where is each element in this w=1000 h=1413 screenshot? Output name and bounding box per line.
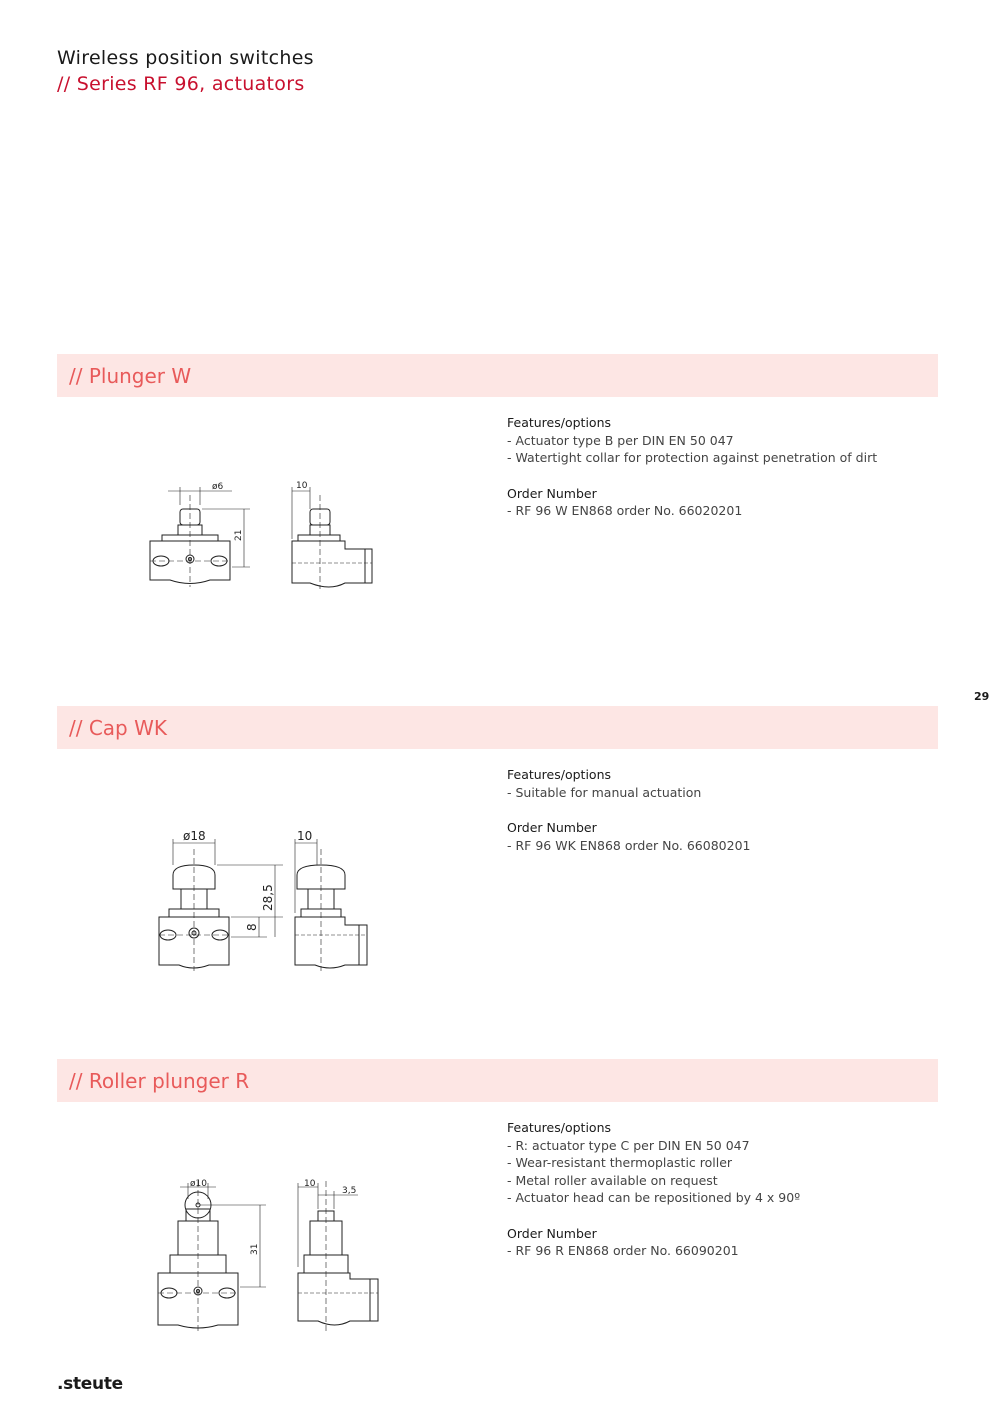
- feature-item: - R: actuator type C per DIN EN 50 047: [507, 1137, 750, 1153]
- brand-logo: .steute: [57, 1374, 123, 1394]
- section-info-cap-wk: [507, 766, 927, 854]
- page-subtitle: // Series RF 96, actuators: [57, 73, 305, 95]
- section-title: // Cap WK: [69, 716, 167, 740]
- order-list: [507, 1242, 927, 1260]
- section-band-roller-plunger-r: [57, 1059, 938, 1102]
- front-view: [158, 1181, 266, 1331]
- dim-height: 31: [250, 1243, 260, 1255]
- features-list: [507, 784, 927, 802]
- order-heading: Order Number: [507, 820, 597, 835]
- feature-item: - Actuator head can be repositioned by 4 x 90º: [507, 1190, 801, 1205]
- dim-small-height: 8: [245, 923, 259, 931]
- section-info-roller-plunger-r: [507, 1119, 927, 1260]
- technical-drawing-plunger-w: [140, 475, 390, 605]
- side-view: [298, 1181, 378, 1331]
- order-list: [507, 837, 927, 855]
- section-title: // Plunger W: [69, 364, 192, 388]
- section-title: // Roller plunger R: [69, 1069, 250, 1093]
- feature-item: - Actuator type B per DIN EN 50 047: [507, 432, 734, 448]
- features-list: [507, 432, 927, 467]
- page-number: 29: [974, 690, 990, 703]
- page-title: Wireless position switches: [57, 47, 314, 69]
- dim-diameter: ø6: [212, 482, 224, 492]
- technical-drawing-cap-wk: [145, 825, 385, 975]
- order-list: [507, 502, 927, 520]
- feature-item: - Wear-resistant thermoplastic roller: [507, 1155, 733, 1170]
- section-band-plunger-w: [57, 354, 938, 397]
- features-heading: Features/options: [507, 415, 611, 430]
- order-heading: Order Number: [507, 1225, 597, 1241]
- dim-depth: 10: [304, 1179, 316, 1189]
- side-view: [295, 839, 367, 971]
- feature-item: - Suitable for manual actuation: [507, 784, 702, 800]
- feature-item: - Watertight collar for protection against penetration of dirt: [507, 450, 878, 465]
- order-item: - RF 96 R EN868 order No. 66090201: [507, 1243, 739, 1258]
- dim-offset: 3,5: [342, 1186, 357, 1196]
- technical-drawing-roller-plunger-r: [150, 1175, 390, 1335]
- dim-depth: 10: [297, 829, 313, 843]
- side-view: [292, 487, 372, 589]
- order-item: - RF 96 WK EN868 order No. 66080201: [507, 837, 751, 853]
- features-heading: Features/options: [507, 767, 611, 782]
- dim-diameter: ø10: [190, 1179, 207, 1189]
- features-list: [507, 1137, 927, 1207]
- section-info-plunger-w: [507, 414, 927, 520]
- features-heading: Features/options: [507, 1120, 611, 1135]
- dim-height: 21: [234, 529, 244, 541]
- section-band-cap-wk: [57, 706, 938, 749]
- order-heading: Order Number: [507, 485, 597, 501]
- dim-height: 28,5: [261, 884, 275, 911]
- dim-depth: 10: [296, 481, 308, 491]
- dim-diameter: ø18: [183, 829, 206, 843]
- feature-item: - Metal roller available on request: [507, 1172, 718, 1188]
- order-item: - RF 96 W EN868 order No. 66020201: [507, 503, 743, 518]
